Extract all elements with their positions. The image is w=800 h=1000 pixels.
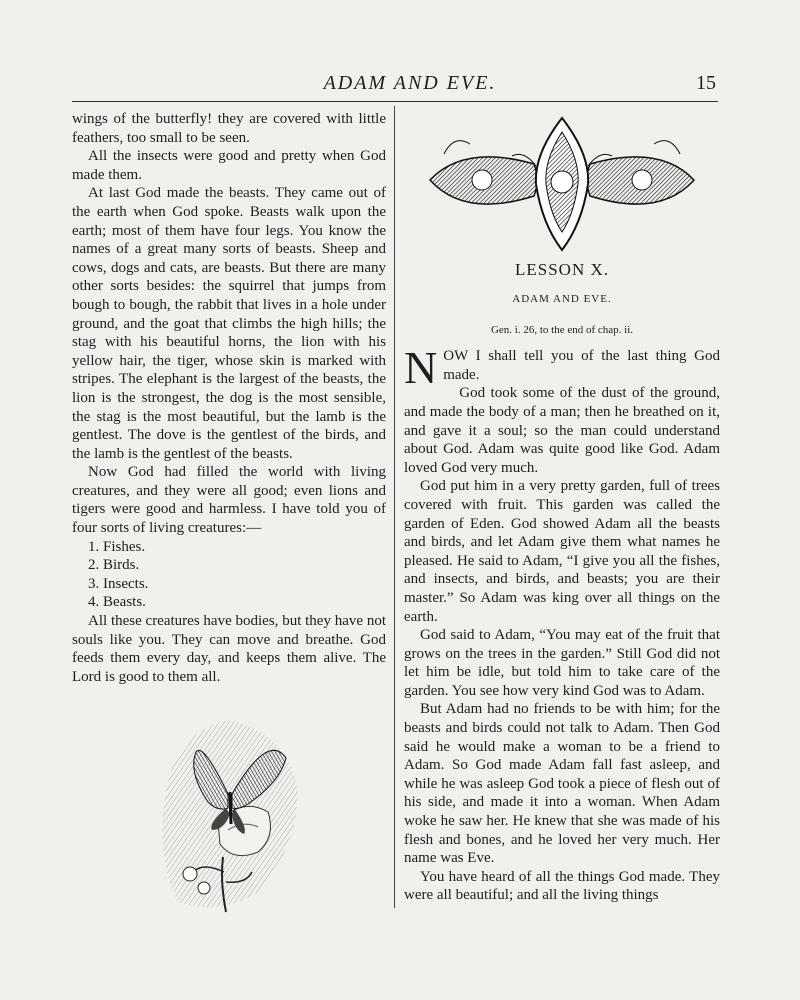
lesson-subtitle: ADAM AND EVE. xyxy=(512,293,612,305)
butterfly-icon xyxy=(148,712,304,916)
list-item: 4. Beasts. xyxy=(88,594,146,611)
list-item: 1. Fishes. xyxy=(88,538,146,555)
page-number: 15 xyxy=(696,72,716,94)
paragraph: God put him in a very pretty garden, full of trees covered with fruit. This garden was called the garden of Eden. God showed Adam all the beasts and birds, and let Adam give them what names he pleased. He said to Adam, “I give you all the fishes, and insects, and birds, and beasts; you are their master.” So Adam was king over all things on the earth. xyxy=(404,478,720,625)
list-item: 2. Birds. xyxy=(88,557,140,574)
scripture-reference: Gen. i. 26, to the end of chap. ii. xyxy=(490,323,634,336)
lesson-title: LESSON X. xyxy=(514,260,609,279)
paragraph: All the insects were good and pretty when God made them. xyxy=(72,148,386,183)
ornament-spacer xyxy=(404,110,720,258)
paragraph: Now God had filled the world with living creatures, and they were all good; even lions and tigers were good and harmless. I have told you of four sorts of living creatures:— xyxy=(72,464,386,537)
opening-text: OW I shall tell you of the last thing God made. xyxy=(443,348,720,383)
paragraph: You have heard of all the things God made. They were all beautiful; and all the living things xyxy=(404,868,720,904)
running-header xyxy=(0,72,800,102)
creature-list xyxy=(88,538,386,612)
opening-paragraph xyxy=(404,342,720,394)
right-column xyxy=(404,110,720,905)
paragraph: God took some of the dust of the ground, and made the body of a man; then he breathed on it, and gave it a soul; so the man could understand about God. Adam was quite good like God. Adam loved God very much. xyxy=(404,385,720,476)
paragraph: At last God made the beasts. They came out of the earth when God spoke. Beasts walk upon the earth; most of them have four legs. You know the names of a great many sorts of beasts. Sheep and cows, dogs and cats, are beasts. But there are many other sorts besides: the squirrel that jumps from bough to bough, the rabbit that lives in a hole under ground, and the goat that climbs the high hills; the stag with his beautiful horns, the lion with his yellow hair, the tiger, whose skin is marked with stripes. The elephant is the largest of the beasts, the lion is the strongest, the dog is the most sensible, the stag is the most beautiful, but the lamb is the gentlest. The dove is the gentlest of the birds, and the lamb is the gentlest of the beasts. xyxy=(72,185,386,462)
column-divider xyxy=(394,106,395,908)
paragraph: God said to Adam, “You may eat of the fruit that grows on the trees in the garden.” Still God did not let him be idle, but told him to take care of the garden. You see how very kind God was to Adam. xyxy=(404,627,720,699)
left-column xyxy=(72,110,386,686)
running-title: ADAM AND EVE. xyxy=(323,72,497,94)
list-item: 3. Insects. xyxy=(88,575,149,592)
header-rule xyxy=(72,101,718,102)
drop-cap: N xyxy=(404,342,438,394)
paragraph: wings of the butterfly! they are covered with little feathers, too small to be seen. xyxy=(72,111,386,146)
paragraph: All these creatures have bodies, but they have not souls like you. They can move and breathe. God feeds them every day, and keeps them alive. The Lord is good to them all. xyxy=(72,613,386,685)
butterfly-illustration xyxy=(148,712,304,916)
paragraph: But Adam had no friends to be with him; for the beasts and birds could not talk to Adam. Then God said he would make a woman to be a friend to Adam. So God made Adam fall fast asleep, and while he was asleep God took a piece of flesh out of his side, and made it into a woman. When Adam woke he saw her. He knew that she was made of his flesh and bones, and he loved her very much. Her name was Eve. xyxy=(404,701,720,867)
